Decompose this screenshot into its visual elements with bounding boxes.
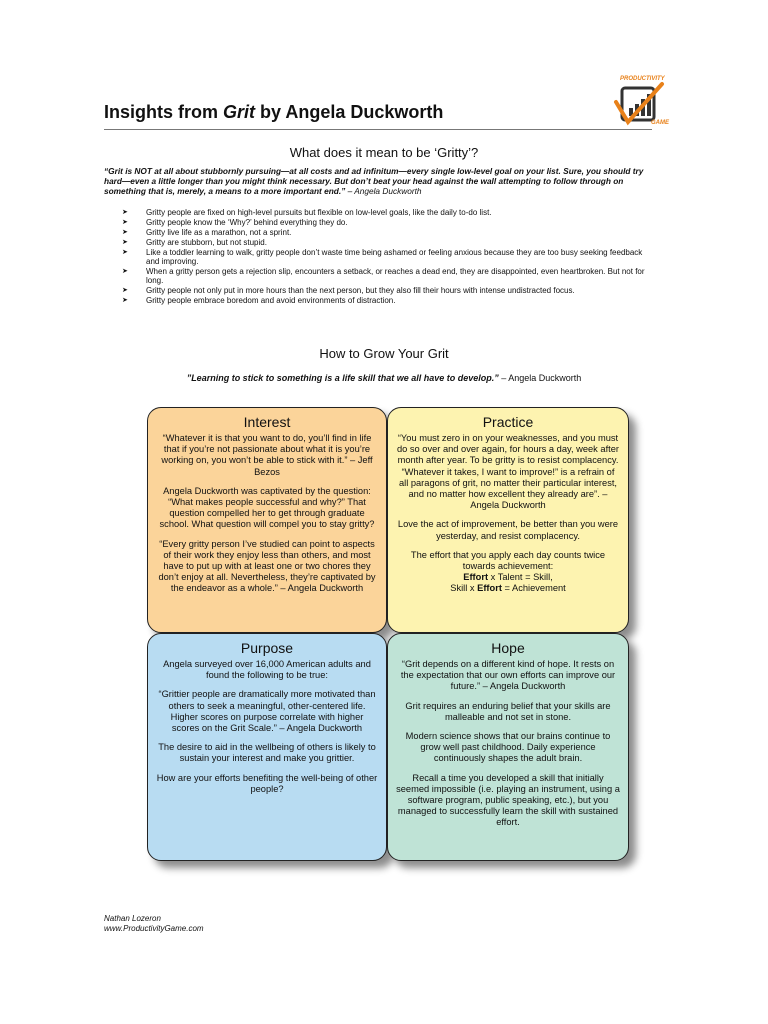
section-heading-gritty: What does it mean to be ‘Gritty’? <box>289 145 479 160</box>
logo-text-top: PRODUCTIVITY <box>620 76 665 82</box>
list-item: ➤ Gritty people not only put in more hours than the next person, but they also fill their hours with intense undistracted focus. <box>122 285 575 295</box>
hope-para: Grit requires an enduring belief that your skills are malleable and not set in stone. <box>405 700 611 722</box>
hope-title: Hope <box>491 640 525 656</box>
page-title <box>104 102 443 123</box>
arrow-bullet-icon: ➤ <box>122 267 128 275</box>
practice-title: Practice <box>482 414 534 430</box>
title-prefix: Insights from <box>104 102 224 122</box>
purpose-para: The desire to aid in the wellbeing of others is likely to sustain your interest and make you grittier. <box>158 742 376 764</box>
footer-website: www.ProductivityGame.com <box>104 924 204 933</box>
practice-para: The effort that you apply each day counts twice towards achievement: <box>410 549 606 572</box>
footer-author: Nathan Lozeron <box>104 914 161 923</box>
list-item: ➤ Gritty live life as a marathon, not a sprint. <box>122 227 292 237</box>
title-suffix: by Angela Duckworth <box>255 102 444 122</box>
arrow-bullet-icon: ➤ <box>122 238 128 246</box>
purpose-para: Angela surveyed over 16,000 American adults and found the following to be true: <box>163 659 371 681</box>
list-item: ➤ Gritty are stubborn, but not stupid. <box>122 237 267 247</box>
list-item: ➤ Like a toddler learning to walk, gritty people don’t waste time being ashamed or feeling anxious because they are too busy seeking feedback and improving. <box>122 247 643 266</box>
grow-quote <box>0 373 768 383</box>
section-heading-grow: How to Grow Your Grit <box>319 346 449 361</box>
arrow-bullet-icon: ➤ <box>122 228 128 236</box>
logo-text-bottom: GAME <box>651 120 669 126</box>
gritty-quote-attr: – Angela Duckworth <box>345 186 422 196</box>
hope-para: Modern science shows that our brains continue to grow well past childhood. Daily experience continuously shapes the adult brain. <box>405 731 611 764</box>
list-item: ➤ Gritty people embrace boredom and avoid environments of distraction. <box>122 295 396 305</box>
interest-para: “Whatever it is that you want to do, you’ll find in life that if you’re not passionate about what it is you’re working on, you won’t be able to stick with it.” – Jeff Bezos <box>161 433 373 477</box>
interest-para: “Every gritty person I’ve studied can point to aspects of their work they enjoy less than others, and most have to put up with at least one or two chores they don’t enjoy at all. Nevertheless, they’re captivated by the endeavor as a whole.” – Angela Duckworth <box>158 538 376 594</box>
arrow-bullet-icon: ➤ <box>122 286 128 294</box>
arrow-bullet-icon: ➤ <box>122 296 128 304</box>
hope-para: Recall a time you developed a skill that initially seemed impossible (i.e. playing an instrument, using a software program, public speaking, etc.), but you managed to successfully learn the skill with sustained effort. <box>396 772 620 828</box>
list-item: ➤ Gritty people know the ‘Why?’ behind everything they do. <box>122 217 348 227</box>
arrow-bullet-icon: ➤ <box>122 218 128 226</box>
interest-title: Interest <box>243 414 291 430</box>
purpose-quadrant <box>147 633 387 861</box>
purpose-para: “Grittier people are dramatically more motivated than others to seek a meaningful, other-centered life. Higher scores on purpose correlate with higher scores on the Grit Scale.” – Angela Duckworth <box>158 689 376 734</box>
arrow-bullet-icon: ➤ <box>122 248 128 256</box>
footer <box>104 914 204 934</box>
hope-quadrant <box>387 633 629 861</box>
gritty-bullet-list <box>104 208 652 306</box>
title-divider <box>104 129 652 130</box>
practice-para: “You must zero in on your weaknesses, and you must do so over and over again, for hours a day, week after month after year. To be gritty is to resist complacency. “Whatever it takes, I want to improve!” is a refrain of all paragons of grit, no matter their particular interest, and no matter how excellent they already are”. – Angela Duckworth <box>396 433 620 511</box>
interest-quadrant <box>147 407 387 633</box>
practice-quadrant <box>387 407 629 633</box>
gritty-quote <box>104 166 652 196</box>
arrow-bullet-icon: ➤ <box>122 209 128 216</box>
grow-quote-attr: – Angela Duckworth <box>498 373 582 383</box>
title-book: Grit <box>223 102 256 122</box>
gritty-quote-text: “Grit is NOT at all about stubbornly pursuing—at all costs and ad infinitum—every single low-level goal on your list. Sure, you should try hard—even a little longer than you might think necessary. But don’t beat your head against the wall attempting to follow through on something that is, merely, a means to a more important end.” <box>104 166 644 196</box>
list-item: ➤ When a gritty person gets a rejection slip, encounters a setback, or reaches a dead end, they are disappointed, even heartbroken. But not for long. <box>122 266 645 286</box>
effort-formula: Effort x Talent = Skill, Skill x Effort = Achievement <box>450 572 566 594</box>
list-item: ➤ Gritty people are fixed on high-level pursuits but flexible on low-level goals, like the daily to-do list. <box>122 208 492 217</box>
purpose-para: How are your efforts benefiting the well-being of other people? <box>156 772 378 794</box>
hope-para: “Grit depends on a different kind of hope. It rests on the expectation that our own efforts can improve our future.” – Angela Duckworth <box>400 659 616 692</box>
practice-para: Love the act of improvement, be better than you were yesterday, and resist complacency. <box>397 519 619 541</box>
grow-quote-text: ”Learning to stick to something is a life skill that we all have to develop.” <box>186 373 499 383</box>
interest-para: Angela Duckworth was captivated by the question: “What makes people successful and why?” That question compelled her to get through graduate school. What question will compel you to stay gritty? <box>159 485 375 530</box>
purpose-title: Purpose <box>240 640 294 656</box>
